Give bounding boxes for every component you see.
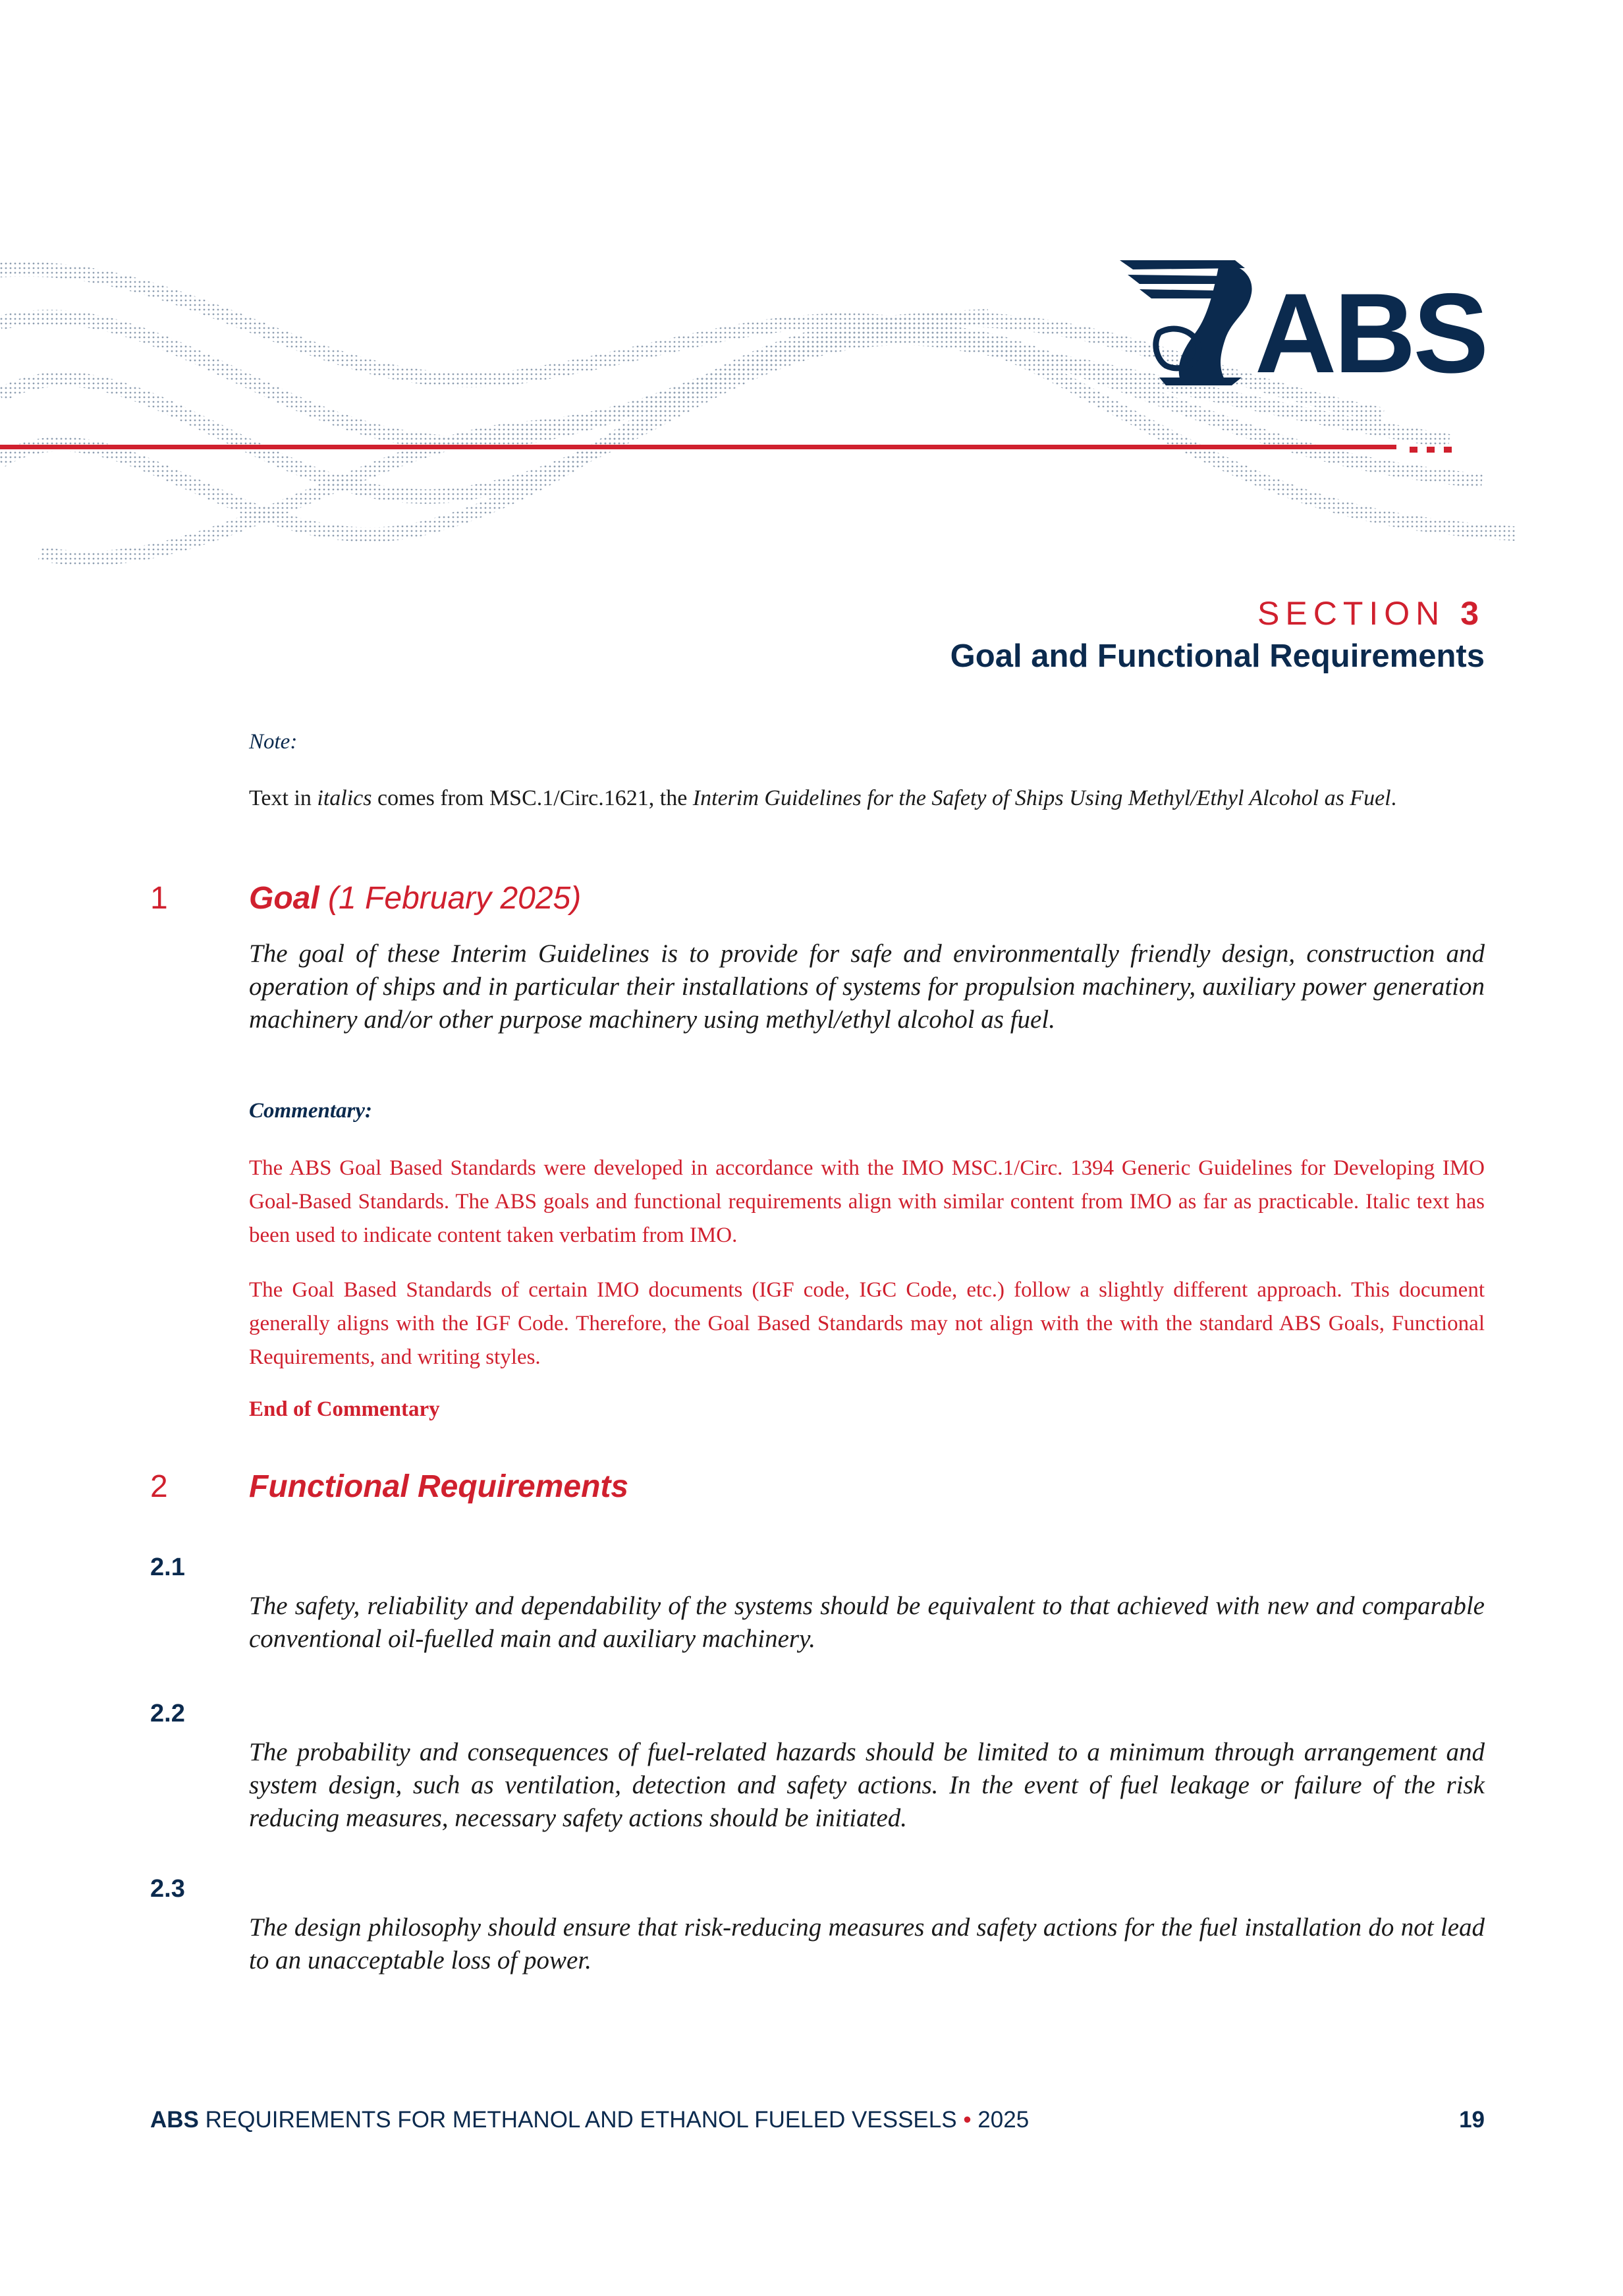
- requirement-number: 2.3: [150, 1875, 185, 1903]
- section-number: 3: [1460, 595, 1485, 632]
- section-title: Goal and Functional Requirements: [950, 638, 1485, 674]
- requirement-number: 2.1: [150, 1554, 185, 1581]
- header-red-rule: [0, 445, 1396, 449]
- functional-heading: Functional Requirements: [249, 1469, 629, 1504]
- functional-heading-number: 2: [150, 1469, 168, 1504]
- note-label: Note:: [249, 730, 298, 754]
- commentary-label: Commentary:: [249, 1099, 372, 1123]
- goal-text: The goal of these Interim Guidelines is to provide for safe and environmentally friendly design, construction and operation of ships and in particular their installations of systems for propulsion machinery, auxiliary power generation machinery and/or other purpose machinery using methyl/ethyl alcohol as fuel.: [249, 939, 1485, 1034]
- page-number: 19: [1459, 2107, 1485, 2133]
- commentary-paragraph-1: The ABS Goal Based Standards were developed in accordance with the IMO MSC.1/Circ. 1394 Generic Guidelines for Developing IMO Goal-Based Standards. The ABS goals and functional requirements align with similar content from IMO as far as practicable. Italic text has been used to indicate content taken verbatim from IMO.: [249, 1156, 1485, 1247]
- goal-heading: Goal (1 February 2025): [249, 881, 582, 916]
- commentary-paragraph-2: The Goal Based Standards of certain IMO documents (IGF code, IGC Code, etc.) follow a slightly different approach. This document generally aligns with the IGF Code. Therefore, the Goal Based Standards may not align with the with the standard ABS Goals, Functional Requirements, and writing styles.: [249, 1278, 1485, 1369]
- section-label: SECTION 3: [1257, 595, 1485, 632]
- requirement-text: The design philosophy should ensure that risk-reducing measures and safety actions for the fuel installation do not lead to an unacceptable loss of power.: [249, 1913, 1485, 1974]
- abs-logo-text: ABS: [1255, 270, 1487, 397]
- commentary-end-label: End of Commentary: [249, 1397, 440, 1421]
- note-text: Text in italics comes from MSC.1/Circ.1621, the Interim Guidelines for the Safety of Ships Using Methyl/Ethyl Alcohol as Fuel.: [249, 786, 1397, 810]
- page-footer: ABS REQUIREMENTS FOR METHANOL AND ETHANOL FUELED VESSELS • 2025: [150, 2107, 1030, 2133]
- requirement-number: 2.2: [150, 1700, 185, 1727]
- goal-heading-number: 1: [150, 881, 168, 916]
- header-red-dots: [1410, 444, 1461, 456]
- requirement-text: The probability and consequences of fuel-related hazards should be limited to a minimum through arrangement and system design, such as ventilation, detection and safety actions. In the event of fuel leakage or failure of the risk reducing measures, necessary safety actions should be initiated.: [249, 1738, 1485, 1832]
- requirement-text: The safety, reliability and dependability of the systems should be equivalent to that achieved with new and comparable conventional oil-fuelled main and auxiliary machinery.: [249, 1592, 1485, 1653]
